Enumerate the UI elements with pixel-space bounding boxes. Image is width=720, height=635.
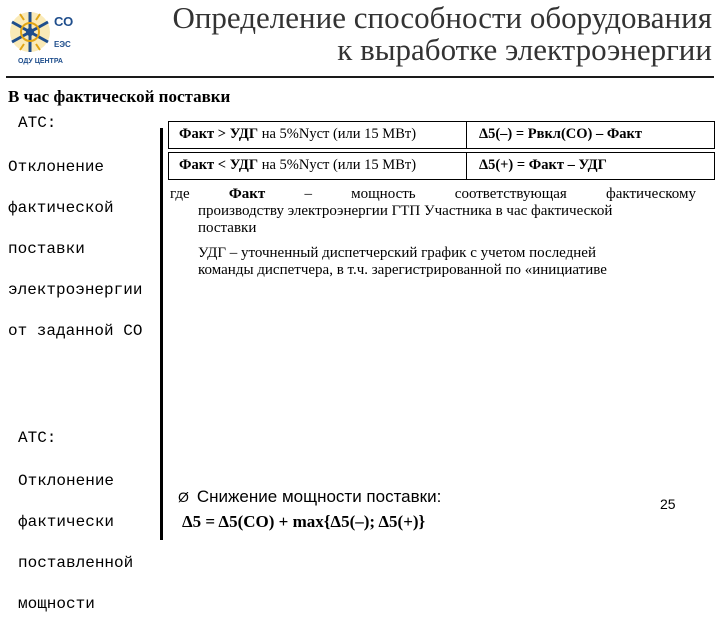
where-word: где xyxy=(170,186,190,202)
ats-block-1-line: поставки xyxy=(8,239,85,258)
ats-block-2-body xyxy=(18,450,133,635)
formula-condition-threshold: на 5%Nуст (или 15 МВт) xyxy=(258,126,417,142)
udg-definition-line2: команды диспетчера, в т.ч. зарегистрированной по «инициативе xyxy=(198,262,607,278)
slide-title-line1: Определение способности оборудования xyxy=(172,0,712,35)
bullet-text: Снижение мощности поставки: xyxy=(196,487,442,506)
logo-brand-line1: СО xyxy=(54,14,74,29)
formula-box-overproduction xyxy=(168,121,715,149)
ats-block-1-line: от заданной СО xyxy=(8,321,143,340)
formula-condition-main: Факт > УДГ xyxy=(179,126,259,142)
fact-word: мощность xyxy=(351,186,416,202)
fact-term: Факт xyxy=(228,186,266,202)
vertical-separator xyxy=(160,128,163,540)
page-number: 25 xyxy=(660,496,676,512)
ats-block-2-line: фактически xyxy=(18,512,115,531)
logo-brand-line2: ЕЭС xyxy=(54,40,71,49)
ats-block-2-head: АТС: xyxy=(18,429,57,447)
delta-formula: Δ5 = Δ5(СО) + max{Δ5(–); Δ5(+)} xyxy=(182,512,426,531)
logo-caption: ОДУ ЦЕНТРА xyxy=(18,58,63,65)
ats-block-1-line: Отклонение xyxy=(8,157,105,176)
ats-block-1-line: фактической xyxy=(8,198,114,217)
fact-definition-line1 xyxy=(170,186,696,203)
udg-definition-line1: УДГ – уточненный диспетчерский график с учетом последней xyxy=(198,245,596,261)
ats-block-2-line: мощности xyxy=(18,594,95,613)
fact-word: фактическому xyxy=(605,186,696,202)
fact-definition xyxy=(170,186,696,237)
udg-definition xyxy=(198,245,698,279)
title-divider xyxy=(6,76,714,78)
formula-condition-threshold: на 5%Nуст (или 15 МВт) xyxy=(258,157,417,173)
formula-box-underproduction xyxy=(168,152,715,180)
section-heading: В час фактической поставки xyxy=(8,87,231,106)
ats-block-2-line: Отклонение xyxy=(18,471,115,490)
bullet-arrow-icon: Ø xyxy=(178,489,189,505)
ats-block-2-line: поставленной xyxy=(18,553,134,572)
slide-title xyxy=(100,2,712,66)
formula-condition xyxy=(169,122,467,148)
slide-title-line2: к выработке электроэнергии xyxy=(337,32,712,67)
formula-condition xyxy=(169,153,467,179)
bullet-item xyxy=(178,487,441,507)
ats-block-1-head: АТС: xyxy=(18,114,57,132)
ats-block-1-line: электроэнергии xyxy=(8,280,143,299)
formula-result: Δ5(–) = Pвкл(СО) – Факт xyxy=(479,126,643,142)
fact-dash: – xyxy=(304,186,312,202)
company-logo xyxy=(6,4,90,74)
fact-definition-line3: поставки xyxy=(198,220,257,236)
fact-word: соответствующая xyxy=(454,186,567,202)
fact-definition-line2: производству электроэнергии ГТП Участника в час фактической xyxy=(198,203,613,219)
ats-block-1-body xyxy=(8,136,142,362)
formula-condition-main: Факт < УДГ xyxy=(179,157,259,173)
formula-result: Δ5(+) = Факт – УДГ xyxy=(479,157,607,173)
